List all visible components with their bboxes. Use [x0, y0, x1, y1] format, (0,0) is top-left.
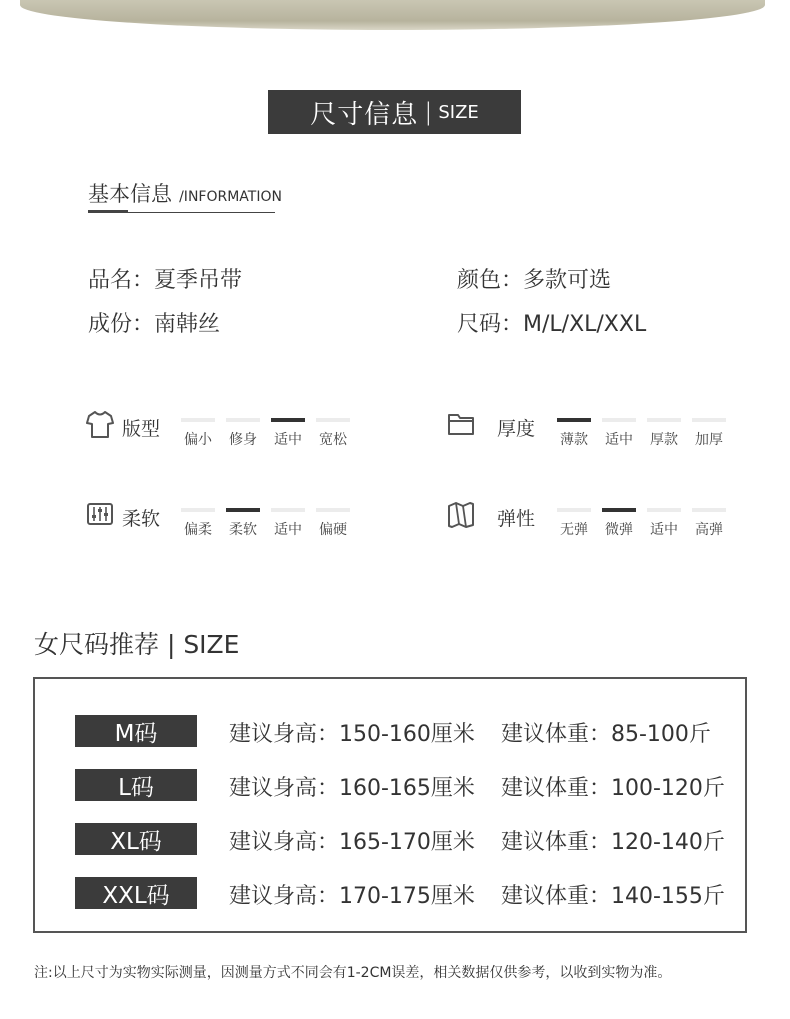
banner-separator: | — [424, 98, 433, 126]
scale-label: 偏柔 — [184, 522, 212, 538]
banner-title-en: SIZE — [438, 101, 479, 123]
scale-label: 微弹 — [605, 522, 633, 538]
thickness-option — [602, 418, 636, 449]
scale-label: 适中 — [605, 432, 633, 448]
size-recommend-table — [33, 677, 747, 933]
softness-option — [316, 508, 350, 539]
scale-label: 厚款 — [650, 432, 678, 448]
scale-bar — [692, 418, 726, 422]
elasticity-option — [557, 508, 591, 539]
scale-label: 无弹 — [560, 522, 588, 538]
thickness-label: 厚度 — [497, 418, 536, 440]
scale-bar — [271, 508, 305, 512]
measurement-note: 注:以上尺寸为实物实际测量，因测量方式不同会有1-2CM误差，相关数据仅供参考，以收到实物为准。 — [34, 965, 672, 981]
scale-bar-selected — [271, 418, 305, 422]
fit-scale — [181, 418, 350, 449]
scale-bar-selected — [602, 508, 636, 512]
softness-label: 柔软 — [122, 508, 161, 530]
scale-bar — [181, 418, 215, 422]
scale-label: 适中 — [650, 522, 678, 538]
weight-recommendation: 建议体重：100-120斤 — [501, 776, 725, 801]
size-badge: XL码 — [75, 823, 197, 855]
scale-label: 适中 — [274, 432, 302, 448]
heading-underline-accent — [88, 210, 128, 213]
attribute-softness — [86, 500, 376, 560]
scale-bar-selected — [226, 508, 260, 512]
scale-bar — [647, 508, 681, 512]
thickness-option — [647, 418, 681, 449]
attribute-elasticity — [447, 500, 747, 560]
product-name: 品名：夏季吊带 — [88, 268, 243, 293]
elasticity-label: 弹性 — [497, 508, 536, 530]
sliders-icon — [86, 500, 114, 530]
size-badge: L码 — [75, 769, 197, 801]
elasticity-option — [602, 508, 636, 539]
size-recommend-title: 女尺码推荐 | SIZE — [34, 630, 240, 659]
thickness-option — [557, 418, 591, 449]
elasticity-option — [647, 508, 681, 539]
scale-label: 偏小 — [184, 432, 212, 448]
attribute-fit — [86, 410, 376, 470]
size-info-banner — [268, 90, 521, 134]
height-recommendation: 建议身高：170-175厘米 — [229, 884, 475, 909]
banner-title-cn: 尺寸信息 — [310, 99, 419, 130]
height-recommendation: 建议身高：165-170厘米 — [229, 830, 475, 855]
scale-label: 偏硬 — [319, 522, 347, 538]
thickness-scale — [557, 418, 726, 449]
basic-info-title-en: /INFORMATION — [179, 189, 282, 205]
scale-bar — [181, 508, 215, 512]
scale-bar — [316, 418, 350, 422]
fit-label: 版型 — [122, 418, 161, 440]
size-badge: M码 — [75, 715, 197, 747]
softness-option — [181, 508, 215, 539]
scale-bar — [602, 418, 636, 422]
table-row — [35, 769, 745, 803]
height-recommendation: 建议身高：160-165厘米 — [229, 776, 475, 801]
scale-bar — [557, 508, 591, 512]
scale-label: 修身 — [229, 432, 257, 448]
height-recommendation: 建议身高：150-160厘米 — [229, 722, 475, 747]
table-row — [35, 877, 745, 911]
weight-recommendation: 建议体重：85-100斤 — [501, 722, 711, 747]
elasticity-option — [692, 508, 726, 539]
basic-info-title-cn: 基本信息 — [88, 182, 172, 206]
fit-option — [316, 418, 350, 449]
scale-label: 高弹 — [695, 522, 723, 538]
table-row — [35, 715, 745, 749]
map-icon — [447, 500, 475, 530]
scale-bar-selected — [557, 418, 591, 422]
product-photo-edge — [20, 0, 765, 30]
weight-recommendation: 建议体重：140-155斤 — [501, 884, 725, 909]
scale-label: 适中 — [274, 522, 302, 538]
scale-label: 薄款 — [560, 432, 588, 448]
fit-option — [226, 418, 260, 449]
product-color: 颜色：多款可选 — [457, 268, 612, 293]
folder-icon — [447, 410, 475, 440]
product-material: 成份：南韩丝 — [88, 312, 221, 337]
size-badge: XXL码 — [75, 877, 197, 909]
fit-option — [181, 418, 215, 449]
scale-bar — [647, 418, 681, 422]
scale-label: 加厚 — [695, 432, 723, 448]
softness-option — [271, 508, 305, 539]
product-sizes: 尺码：M/L/XL/XXL — [457, 312, 647, 337]
attribute-thickness — [447, 410, 747, 470]
softness-option — [226, 508, 260, 539]
basic-info-heading — [88, 178, 282, 208]
tshirt-icon — [86, 410, 114, 440]
weight-recommendation: 建议体重：120-140斤 — [501, 830, 725, 855]
scale-bar — [692, 508, 726, 512]
softness-scale — [181, 508, 350, 539]
scale-bar — [316, 508, 350, 512]
elasticity-scale — [557, 508, 726, 539]
table-row — [35, 823, 745, 857]
fit-option — [271, 418, 305, 449]
scale-label: 柔软 — [229, 522, 257, 538]
scale-bar — [226, 418, 260, 422]
scale-label: 宽松 — [319, 432, 347, 448]
thickness-option — [692, 418, 726, 449]
